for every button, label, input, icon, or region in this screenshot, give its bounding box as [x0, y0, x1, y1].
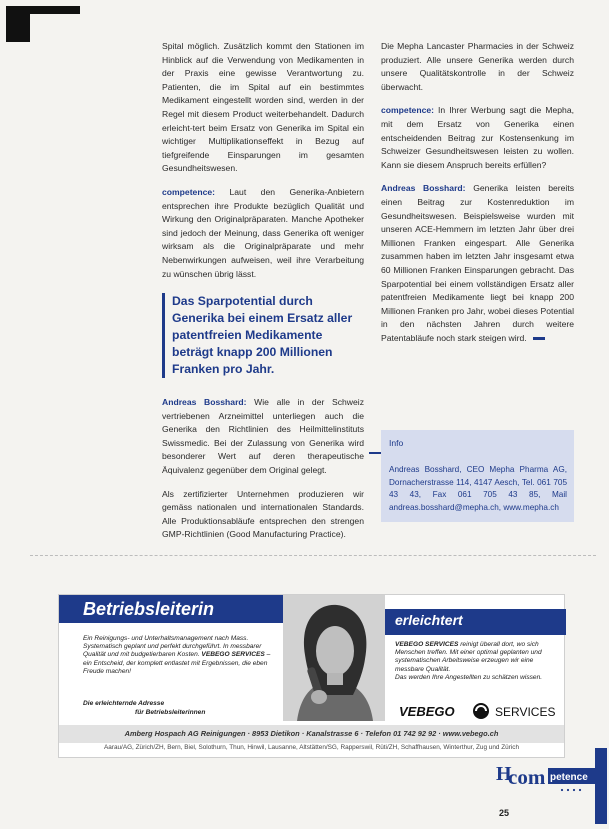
crop-mark: [6, 6, 80, 42]
logo-wordmark: VEBEGO: [399, 704, 455, 719]
page-number: 25: [499, 808, 510, 818]
logo-wordmark: com: [508, 765, 546, 789]
paragraph: Die Mepha Lancaster Pharmacies in der Schweiz produziert. Alle unsere Generika werden durch unsere Qualitätskontrolle in der Schweiz überwacht.: [381, 41, 574, 92]
ad-copy-text: Das werden Ihre Angestellten zu schätzen wissen.: [395, 673, 543, 681]
paragraph-text: Laut den Generika-Anbietern entsprechen ihre Produkte bezüglich Qualität und Wirkung den Originalpräparaten. Manche Apotheker sind jedoch der Meinung, dass Generika oft weniger wirksam als die Originalpräparate und mehr Nebenwirkungen aufweisen, weil ihre Verarbeitung zu wünschen übrig lässt.: [162, 186, 364, 279]
pull-quote: Das Sparpotential durch Generika bei einem Ersatz aller patentfreien Medikamente beträgt knapp 200 Millionen Franken pro Jahr.: [162, 293, 364, 378]
paragraph-text: Wie alle in der Schweiz vertriebenen Arzneimittel unterliegen auch die Generika den Richtlinien des Heilmittelinstituts Swissmedic. Bei der Zulassung von Generika wird besonderer Wert auf deren therapeutische Äquivalenz gegenüber dem Original gelegt.: [162, 397, 364, 476]
speaker-label: competence:: [381, 105, 435, 116]
paragraph-text: Generika leisten bereits einen Beitrag zur Kostenreduktion im Gesundheitswesen. Beispielsweise wurden mit unseren ACE-Hemmern im letzten Jahr über drei Millionen Franken eingespart. Alle Generika zusammen haben im letzten Jahr insgesamt etwa 60 Millionen Franken Einsparungen gebracht. Das Sparpotential bei einem vollständigen Ersatz aller patentfreien Medikamente liegt bei knapp 200 Millionen Franken pro Jahr, wobei dieses Potential in den nächsten Jahren durch weitere Patentabläufe noch stark steigen wird.: [381, 183, 575, 343]
left-column: [162, 40, 364, 552]
ad-copy-text: reinigt überall dort, wo sich Menschen treffen. Mit einer optimal geplanten und systematischen Arbeitsweise erzeugen wir eine messbare Qualität.: [395, 641, 542, 673]
corner-accent-bar: [595, 748, 607, 824]
speaker-label: Andreas Bosshard:: [162, 397, 247, 408]
ad-subheadline: erleichtert: [395, 612, 463, 628]
info-contact-text: Andreas Bosshard, CEO Mepha Pharma AG, Dornacherstrasse 114, 4147 Aesch, Tel. 061 705 43 43, Fax 061 705 43 85, Mail andreas.bosshard@mepha.ch, www.mepha.ch: [389, 465, 567, 512]
logo-letter: H: [496, 763, 512, 785]
vebego-logo: [395, 702, 563, 720]
logo-box-text: petence: [550, 772, 588, 783]
ad-copy-left: [83, 635, 279, 676]
speaker-label: competence:: [162, 186, 216, 197]
paragraph: [162, 186, 364, 281]
ad-cta-line: für Betriebsleiterinnen: [135, 709, 206, 716]
speaker-label: Andreas Bosshard:: [381, 183, 466, 194]
ad-cta-line: Die erleichternde Adresse: [83, 700, 165, 707]
info-title: Info: [389, 438, 404, 448]
info-box: [381, 430, 574, 522]
ad-call-to-action: [83, 699, 205, 717]
ad-address-bar: Amberg Hospach AG Reinigungen · 8953 Dietikon · Kanalstrasse 6 · Telefon 01 742 92 92 · www.vebego.ch: [59, 725, 564, 743]
page-separator: [30, 555, 596, 556]
competence-logo: [490, 754, 600, 794]
ad-branch-list: Aarau/AG, Zürich/ZH, Bern, Biel, Solothurn, Thun, Hinwil, Lausanne, Altstätten/SG, Rapperswil, Rüti/ZH, Schaffhausen, Winterthur, Zug und Zürich: [104, 744, 519, 751]
ad-brand-name: VEBEGO SERVICES: [395, 641, 459, 648]
logo-services: SERVICES: [495, 705, 556, 719]
paragraph: [381, 182, 574, 345]
paragraph: [162, 396, 364, 478]
article-end-mark: [533, 337, 545, 340]
paragraph-text: In Ihrer Werbung sagt die Mepha, mit dem Ersatz von Generika einen entscheidenden Beitrag zur Kostensenkung im Schweizer Gesundheitswesen leisten zu wollen. Kann sie diesem Anspruch bereits erfüllen?: [381, 105, 574, 170]
advertisement: [58, 594, 565, 758]
right-column: [381, 40, 574, 355]
paragraph: Spital möglich. Zusätzlich kommt den Stationen im Hinblick auf die Verwendung von Medikamenten in der Praxis eine gewisse Verantwortung zu. Patienten, die im Spital auf ein bestimmtes Medikament eingestellt worden sind, werden in der Regel mit diesem Product weiterbehandelt. Dadurch erleicht-tert beim Ersatz von Generika im Spital ein wichtiger Multiplikationseffekt in Bezug auf tiefgreifende Einsparungen im gesamten Gesundheitswesen.: [162, 41, 364, 174]
ad-copy-text: – ein Entscheid, der komplett entlastet mit Ergebnissen, die eben Freude machen!: [83, 651, 271, 675]
ad-copy-text: Ein Reinigungs- und Unterhaltsmanagement nach Mass. Systematisch geplant und perfekt durchgeführt. In messbarer Qualität und mit budgetierbaren Kosten.: [83, 635, 262, 659]
ad-headline: Betriebsleiterin: [83, 599, 215, 619]
paragraph: [381, 104, 574, 172]
ad-photo: [283, 595, 385, 721]
paragraph: Als zertifizierter Unternehmen produzieren wir gemäss nationalen und internationalen Standards. Alle Produktionsabläufe entsprechen den strengen GMP-Richtlinien (Good Manufacturing Practice).: [162, 488, 364, 540]
ad-copy-right: [395, 641, 559, 682]
ad-brand-name: VEBEGO SERVICES: [201, 651, 265, 659]
